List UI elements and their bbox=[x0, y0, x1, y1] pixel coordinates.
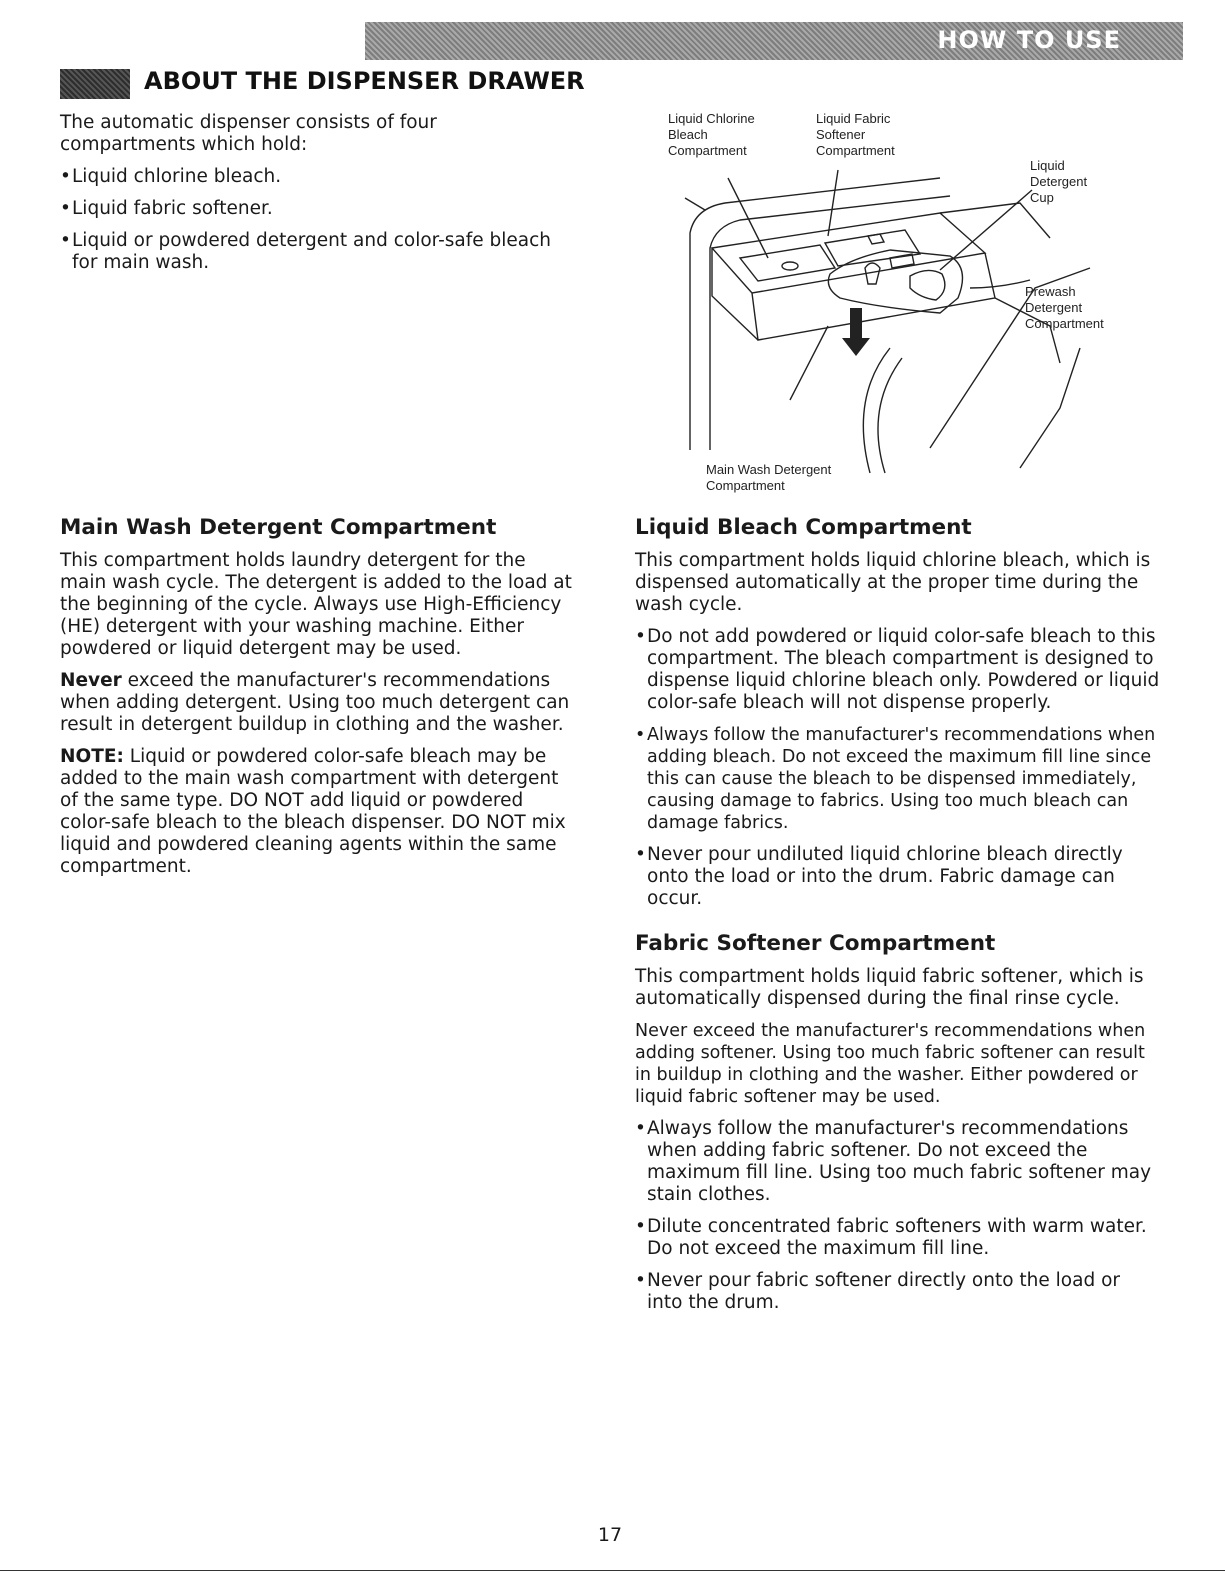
label-detergent-cup: Liquid Detergent Cup bbox=[1030, 158, 1088, 205]
section-title: ABOUT THE DISPENSER DRAWER bbox=[144, 67, 585, 95]
bleach-bullet: • Never pour undiluted liquid chlorine bleach directly onto the load or into the drum. Fabric damage can occur. bbox=[635, 844, 1160, 910]
intro-text: The automatic dispenser consists of four compartments which hold: bbox=[60, 112, 437, 155]
bleach-bullet: • Always follow the manufacturer's recommendations when adding bleach. Do not exceed the maximum fill line since this can cause the bleach to be dispensed immediately, causing damage to fabrics. Using too much bleach can damage fabrics. bbox=[635, 724, 1160, 834]
main-wash-paragraph: This compartment holds laundry detergent for the main wash cycle. The detergent is added to the load at the beginning of the cycle. Always use High-Efficiency (HE) detergent with your washing machine. Either powdered or liquid detergent may be used. bbox=[60, 550, 572, 659]
softener-bullet: • Dilute concentrated fabric softeners with warm water. Do not exceed the maximum fill line. bbox=[635, 1216, 1160, 1260]
note-label: NOTE: bbox=[60, 746, 124, 767]
section-banner bbox=[365, 22, 1183, 60]
softener-warning: Never exceed the manufacturer's recommendations when adding softener. Using too much fabric softener can result in buildup in clothing and the washer. Either powdered or liquid fabric softener may be used. bbox=[635, 1021, 1146, 1107]
bleach-paragraph: This compartment holds liquid chlorine bleach, which is dispensed automatically at the proper time during the wash cycle. bbox=[635, 550, 1151, 615]
dispenser-drawer-diagram bbox=[640, 108, 1140, 498]
main-wash-section bbox=[60, 514, 572, 888]
page-number: 17 bbox=[597, 1524, 623, 1546]
softener-paragraph: This compartment holds liquid fabric softener, which is automatically dispensed during the final rinse cycle. bbox=[635, 966, 1144, 1009]
intro-block bbox=[60, 112, 570, 284]
note-text: Liquid or powdered color-safe bleach may be added to the main wash compartment with detergent of the same type. DO NOT add liquid or powdered color-safe bleach to the bleach dispenser. DO NOT mix liquid and powdered cleaning agents within the same compartment. bbox=[60, 746, 566, 877]
label-prewash: Prewash Detergent Compartment bbox=[1025, 284, 1104, 331]
right-column bbox=[635, 514, 1160, 1324]
bleach-heading: Liquid Bleach Compartment bbox=[635, 515, 972, 540]
label-softener: Liquid Fabric Softener Compartment bbox=[816, 111, 895, 158]
warning-text: exceed the manufacturer's recommendations when adding detergent. Using too much detergent can result in detergent buildup in clothing and the washer. bbox=[60, 670, 570, 735]
label-bleach: Liquid Chlorine Bleach Compartment bbox=[668, 111, 755, 158]
intro-bullet: • Liquid or powdered detergent and color-safe bleach for main wash. bbox=[60, 230, 570, 274]
bleach-bullet: • Do not add powdered or liquid color-safe bleach to this compartment. The bleach compartment is designed to dispense liquid chlorine bleach only. Powdered or liquid color-safe bleach will not dispense properly. bbox=[635, 626, 1160, 714]
intro-bullet: • Liquid chlorine bleach. bbox=[60, 166, 570, 188]
main-wash-warning bbox=[60, 670, 572, 736]
main-wash-note bbox=[60, 746, 572, 878]
footer-rule bbox=[0, 1570, 1225, 1571]
label-main-wash: Main Wash Detergent Compartment bbox=[706, 462, 832, 493]
softener-heading: Fabric Softener Compartment bbox=[635, 931, 996, 956]
section-marker bbox=[60, 69, 130, 99]
softener-bullet: • Never pour fabric softener directly onto the load or into the drum. bbox=[635, 1270, 1160, 1314]
main-wash-heading: Main Wash Detergent Compartment bbox=[60, 515, 497, 540]
banner-label: HOW TO USE bbox=[937, 26, 1121, 54]
softener-bullet: • Always follow the manufacturer's recommendations when adding fabric softener. Do not exceed the maximum fill line. Using too much fabric softener may stain clothes. bbox=[635, 1118, 1160, 1206]
warning-lead: Never bbox=[60, 670, 122, 691]
intro-bullet: • Liquid fabric softener. bbox=[60, 198, 570, 220]
